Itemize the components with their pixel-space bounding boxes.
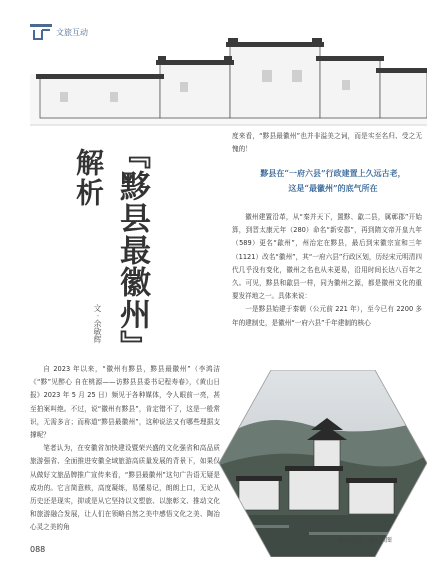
left-paragraph-1: 自 2023 年以来，“徽州有黟县，黟县最徽州”（李鸿洁《“黟”见醉心 自在桃源——访黟县县委书记程寿春》，《黄山日报》2023 年 5 月 25 日）频见于各种媒体，令人眼前一亮，甚至拍案叫绝。不过，说“徽州有黟县”，肯定错不了，这是一般常识，无需多言；而称道“黟县最徽州”，这种说法又有哪些理据支撑呢？ [30, 365, 220, 440]
title-line-2: 『黟县最徽州』 [114, 138, 150, 362]
left-column-body [30, 363, 220, 535]
right-paragraph-1: 徽州建置沿革，从“秦并天下，置黟、歙二县，属鄣郡”开始算，到晋太康元年（280）命名“新安郡”，再到隋文帝开皇九年（589）更名“歙州”，州治定在黟县，最后到宋徽宗宣和三年（1121）改名“徽州”，其“一府六县”行政区划，历经宋元明清四代几乎没有变化，徽州之名也从未更易，沿用时间长达八百年之久。可见，黟县和歙县一样，同为徽州之源，都是徽州文化的重要发祥地之一。具体来说： [232, 213, 422, 301]
hui-architecture-illustration [30, 34, 427, 126]
left-paragraph-2: 笔者认为，在安徽省加快建设暨荣兴盛的文化强省和高品质旅游强省、全面推进安徽全域旅游高质量发展的背景下，如果仅从做好文旅品牌推广宣传来看，“黟县最徽州”这句广告语无疑是成功的。它言简意赅，高度凝练，易懂易记，朗朗上口，无论从历史还是现实，抑或是从它坚持以文塑旅、以旅彰文、推动文化和旅游融合发展，让人们在领略自然之美中感悟文化之美、陶冶心灵之美的角 [30, 444, 220, 532]
village-photo [219, 370, 427, 557]
top-right-paragraph: 度来看，“黟县最徽州”也并非溢美之词，而是实至名归、受之无愧的！ [232, 132, 422, 154]
page-number: 088 [30, 545, 46, 554]
photo-caption: 黟县古韵 | 郑大供图 [338, 537, 392, 544]
right-paragraph-2: 一是黟县始建于秦朝（公元前 221 年），至今已有 2200 多年的建制史，是徽州“一府六县”千年建制的核心 [232, 305, 422, 327]
title-line-1: 解析 [72, 148, 105, 208]
section-label: 文旅互动 [56, 27, 88, 37]
right-column-body [232, 211, 422, 330]
pull-quote-line-1: 黟县在“一府六县”行政建置上久远古老， [260, 168, 406, 178]
author-byline: 文 · 余敏辉 [93, 304, 102, 344]
pull-quote-line-2: 这是“最徽州”的底气所在 [288, 183, 378, 193]
pull-quote [248, 166, 418, 196]
